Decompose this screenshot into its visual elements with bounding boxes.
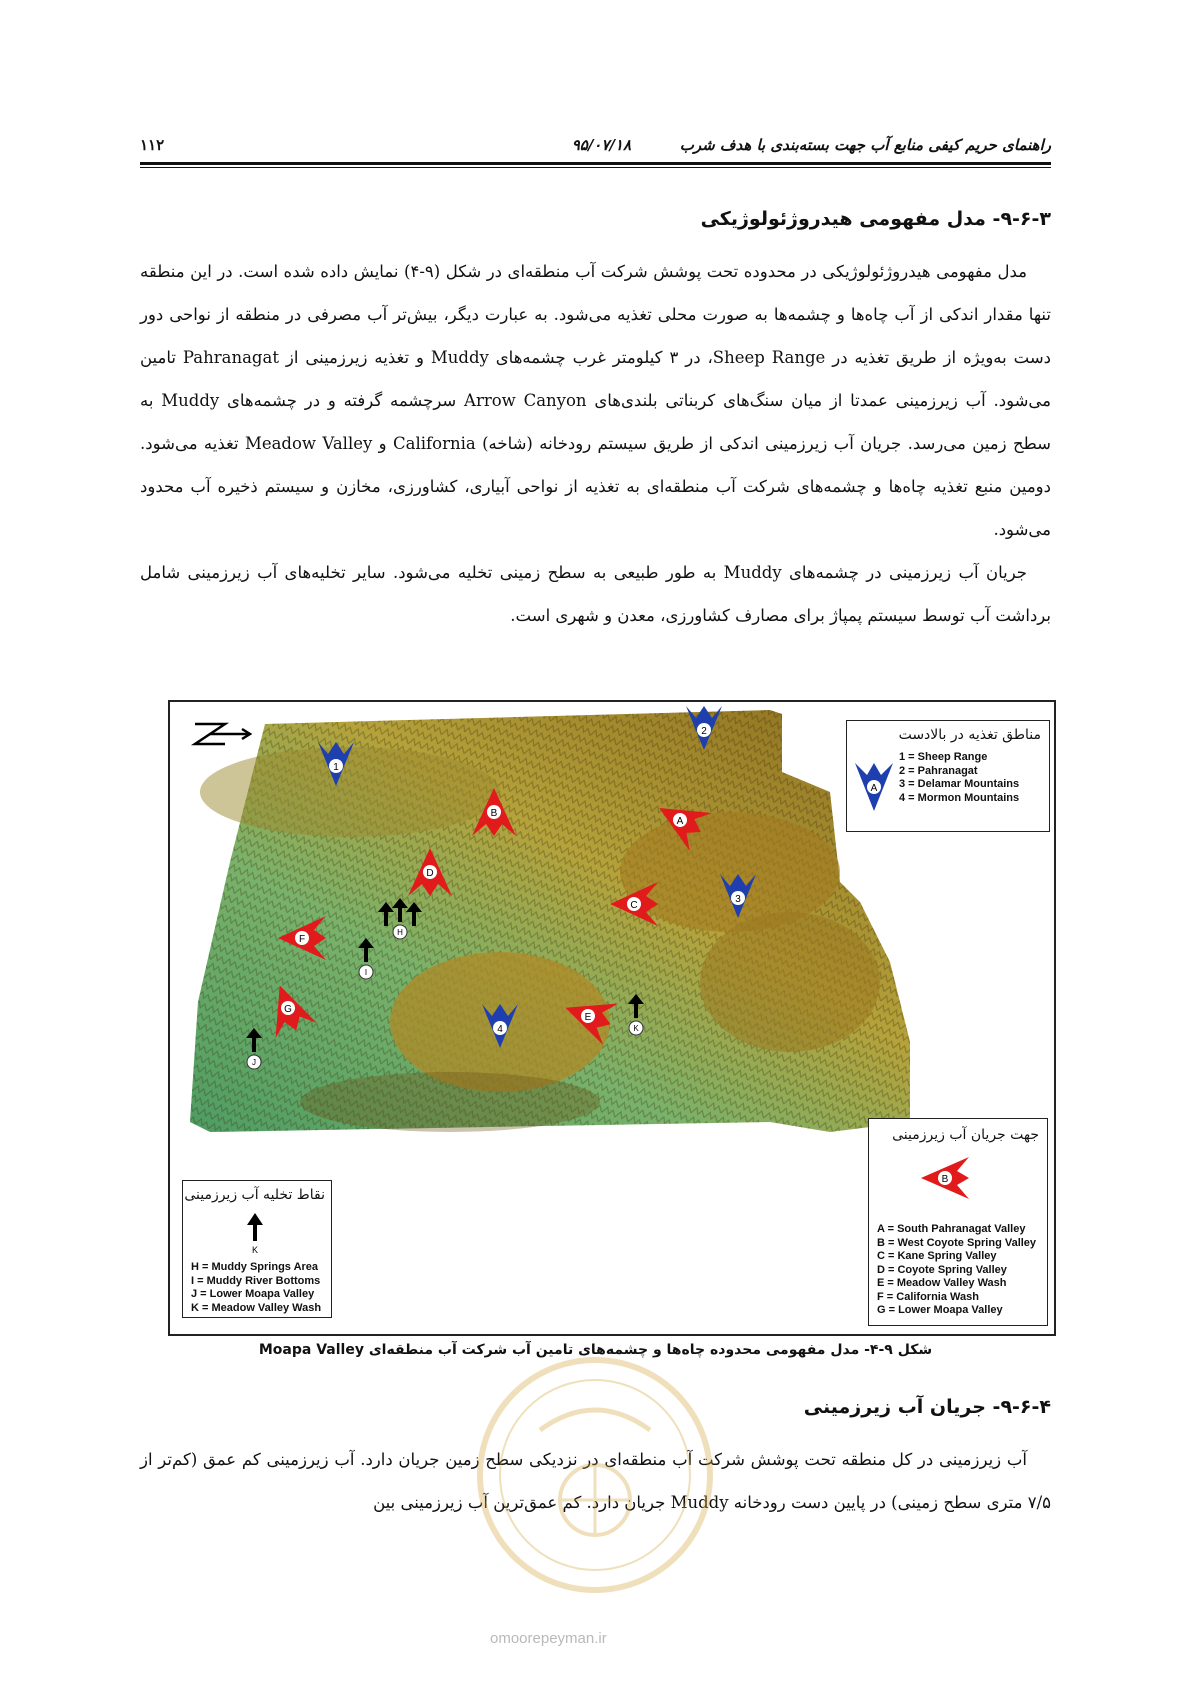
marker-label: 2 <box>701 726 707 737</box>
mountain-mass <box>700 912 880 1052</box>
legend-item: 4 = Mormon Mountains <box>899 791 1020 804</box>
marker-label: K <box>633 1024 639 1033</box>
legend-item: I = Muddy River Bottoms <box>191 1274 321 1287</box>
marker-label: 3 <box>735 894 741 905</box>
black-arrow-icon <box>245 1211 265 1257</box>
header-rule-thick <box>140 162 1051 165</box>
legend-title: مناطق تغذیه در بالادست <box>898 727 1041 743</box>
north-arrow-icon <box>195 724 250 744</box>
red-arrow-icon <box>919 1155 971 1201</box>
legend-item: J = Lower Moapa Valley <box>191 1288 315 1300</box>
legend-discharge-points <box>182 1180 332 1318</box>
marker-label: A <box>676 816 684 827</box>
legend-title: نقاط تخلیه آب زیرزمینی <box>184 1187 325 1203</box>
marker-label: H <box>397 928 403 937</box>
marker-label: C <box>630 900 638 911</box>
section-heading: ۹-۶-۴- جریان آب زیرزمینی <box>803 1396 1051 1418</box>
marker-label: 4 <box>497 1024 503 1035</box>
marker-label: J <box>252 1058 256 1067</box>
blue-arrow-icon <box>853 761 895 813</box>
header-date: ۹۵/۰۷/۱۸ <box>571 136 631 154</box>
legend-item: 2 = Pahranagat <box>899 764 978 777</box>
legend-item: H = Muddy Springs Area <box>191 1261 319 1273</box>
legend-item: B = West Coyote Spring Valley <box>877 1236 1037 1249</box>
mountain-mass <box>200 747 500 837</box>
paragraph: آب زیرزمینی در کل منطقه تحت پوشش شرکت آب منطقه‌ای در نزدیکی سطح زمین جریان دارد. آب زیرزمینی کم عمق (کم‌تر از ۷/۵ متری سطح زمینی) در پایین دست رودخانه Muddy جریان دارد. کم عمق‌ترین آب زیرزمینی بین <box>140 1450 1051 1512</box>
marker-label: I <box>364 968 368 977</box>
section-heading: ۹-۶-۳- مدل مفهومی هیدروژئولوژیکی <box>700 208 1051 230</box>
legend-item: A = South Pahranagat Valley <box>877 1223 1026 1235</box>
legend-item: G = Lower Moapa Valley <box>877 1304 1003 1316</box>
marker-label: F <box>298 934 306 945</box>
legend-item: F = California Wash <box>877 1290 979 1303</box>
figure-caption: شکل ۹-۴- مدل مفهومی محدوده چاه‌ها و چشمه‌های تامین آب شرکت آب منطقه‌ای Moapa Valley <box>258 1342 933 1358</box>
legend-title: جهت جریان آب زیرزمینی <box>892 1127 1039 1143</box>
marker-label: D <box>426 868 434 879</box>
legend-flow-direction <box>868 1118 1048 1326</box>
conceptual-model-figure <box>168 700 1056 1336</box>
header-title-text: راهنمای حریم کیفی منابع آب جهت بسته‌بندی با هدف شرب <box>679 136 1051 154</box>
header-title <box>680 136 1051 154</box>
legend-symbol: A <box>870 783 878 794</box>
marker-label: 1 <box>333 762 339 773</box>
section-body <box>140 250 1051 637</box>
legend-symbol: K <box>251 1245 259 1255</box>
paragraph: جریان آب زیرزمینی در چشمه‌های Muddy به طور طبیعی به سطح زمینی تخلیه می‌شود. سایر تخلیه‌های آب زیرزمینی شامل برداشت آب توسط سیستم پمپاژ برای مصارف کشاورزی، معدن و شهری است. <box>140 563 1051 625</box>
legend-item: K = Meadow Valley Wash <box>191 1301 322 1314</box>
mountain-mass <box>300 1072 600 1132</box>
legend-item: D = Coyote Spring Valley <box>877 1263 1007 1276</box>
legend-symbol: B <box>941 1174 949 1185</box>
legend-item: C = Kane Spring Valley <box>877 1250 997 1262</box>
header-rule-thin <box>140 167 1051 168</box>
legend-upstream-recharge <box>846 720 1050 832</box>
legend-item: 3 = Delamar Mountains <box>899 778 1020 790</box>
marker-label: G <box>284 1004 292 1015</box>
paragraph: مدل مفهومی هیدروژئولوژیکی در محدوده تحت پوشش شرکت آب منطقه‌ای در شکل (۹-۴) نمایش داده شده است. در این منطقه تنها مقدار اندکی از آب چاه‌ها و چشمه‌ها به صورت محلی تغذیه می‌شود. به عبارت دیگر، بیش‌تر آب مصرفی در منطقه از نواحی دور دست به‌ویژه از طریق تغذیه در Sheep Range، در ۳ کیلومتر غرب چشمه‌های Muddy و تغذیه زیرزمینی از Pahranagat تامین می‌شود. آب زیرزمینی عمدتا از میان سنگ‌های کربناتی بلندی‌های Arrow Canyon سرچشمه گرفته و در چشمه‌های Muddy به سطح زمین می‌رسد. جریان آب زیرزمینی اندکی از طریق سیستم رودخانه (شاخه) California و Meadow Valley تغذیه می‌شود. دومین منبع تغذیه چاه‌ها و چشمه‌های شرکت آب منطقه‌ای به تغذیه از نواحی آبیاری، کشاورزی، مخازن و سیستم ذخیره آب محدود می‌شود. <box>140 262 1052 539</box>
legend-item: E = Meadow Valley Wash <box>877 1277 1007 1289</box>
watermark-url: omoorepeyman.ir <box>490 1630 607 1647</box>
legend-item: 1 = Sheep Range <box>899 751 988 763</box>
marker-label: B <box>490 808 498 819</box>
watermark-seal-icon <box>470 1350 720 1600</box>
page-number: ۱۱۲ <box>140 136 165 154</box>
marker-label: E <box>584 1012 592 1023</box>
